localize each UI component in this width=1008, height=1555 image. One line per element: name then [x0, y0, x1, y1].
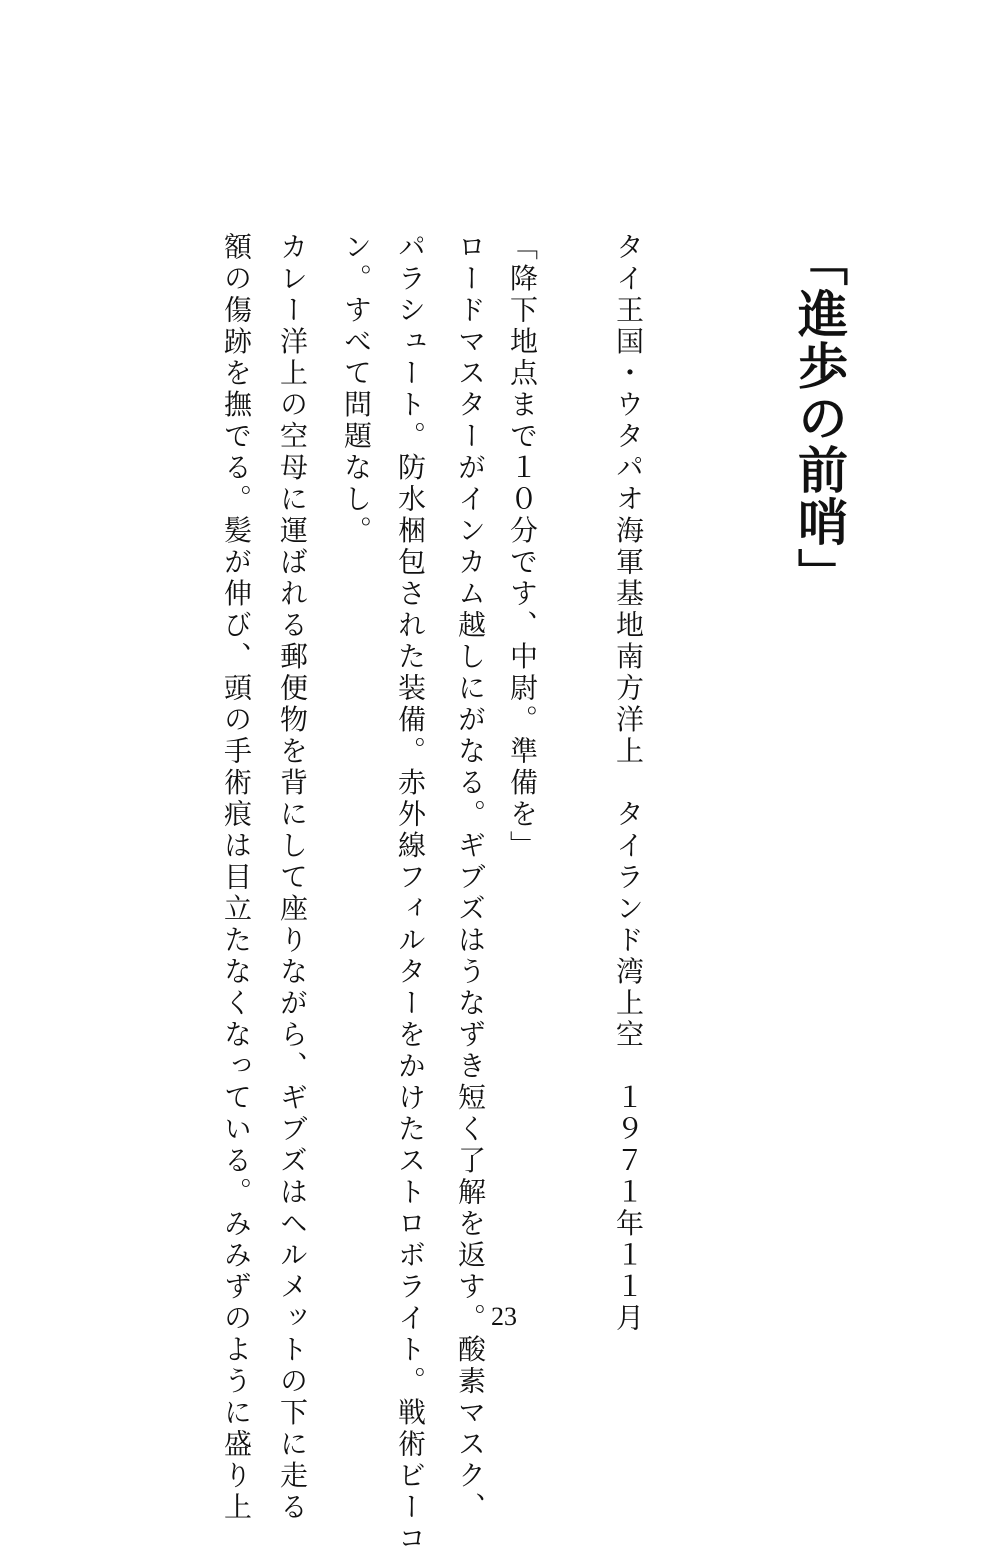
body-text-line: ロードマスターがインカム越しにがなる。ギブズはうなずき短く了解を返す。酸素マスク、	[454, 232, 487, 1524]
body-text-line: 額の傷跡を撫でる。髪が伸び、頭の手術痕は目立たなくなっている。みみずのように盛り上	[220, 232, 253, 1524]
body-text-line: パラシュート。防水梱包された装備。赤外線フィルターをかけたストロボライト。戦術ビーコ	[394, 232, 427, 1555]
page-number: 23	[491, 1302, 517, 1331]
body-text-line: カレー洋上の空母に運ばれる郵便物を背にして座りながら、ギブズはヘルメットの下に走る	[276, 232, 309, 1524]
location-date-line: タイ王国・ウタパオ海軍基地南方洋上 タイランド湾上空 １９７１年１１月	[612, 232, 645, 1335]
body-text-line: ン。すべて問題なし。	[340, 232, 373, 547]
chapter-title: 「進歩の前哨」	[790, 236, 849, 600]
dialogue-line: 「降下地点まで１０分です、中尉。準備を」	[506, 232, 539, 862]
